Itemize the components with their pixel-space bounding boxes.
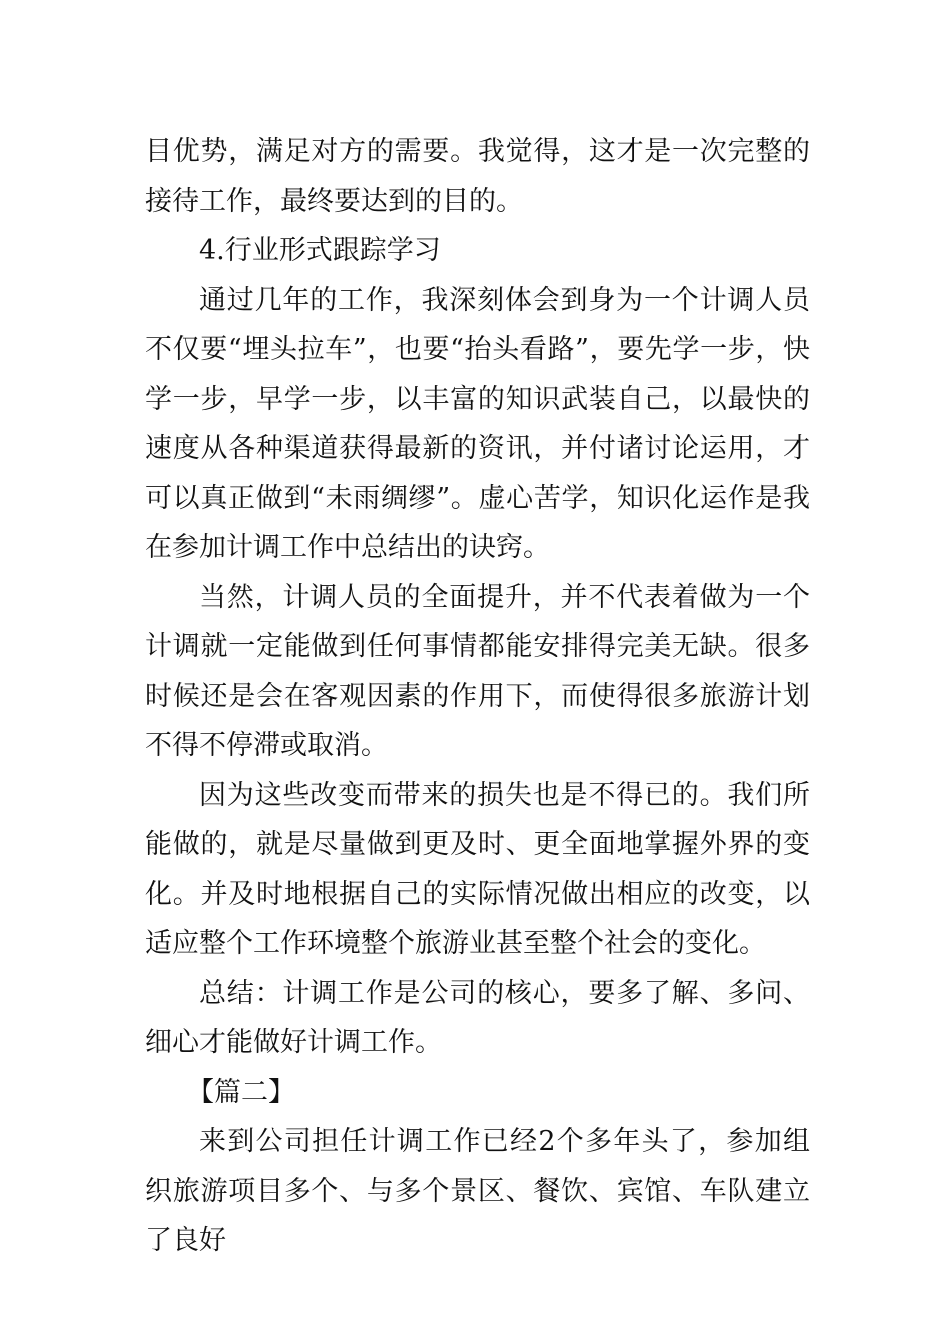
paragraph-limitations: 当然，计调人员的全面提升，并不代表着做为一个计调就一定能做到任何事情都能安排得完美无缺。很多时候还是会在客观因素的作用下，而使得很多旅游计划不得不停滞或取消。	[145, 581, 810, 761]
paragraph-continuation: 目优势，满足对方的需要。我觉得，这才是一次完整的接待工作，最终要达到的目的。	[145, 136, 810, 217]
section-heading-4: 4.行业形式跟踪学习	[199, 235, 441, 266]
paragraph-summary: 总结：计调工作是公司的核心，要多了解、多问、细心才能做好计调工作。	[145, 977, 810, 1058]
paragraph-part-two-intro: 来到公司担任计调工作已经2个多年头了，参加组织旅游项目多个、与多个景区、餐饮、宾馆、车队建立了良好	[145, 1126, 810, 1256]
document-body	[145, 127, 810, 1266]
paragraph-learning: 通过几年的工作，我深刻体会到身为一个计调人员不仅要“埋头拉车”，也要“抬头看路”，要先学一步，快学一步，早学一步，以丰富的知识武装自己，以最快的速度从各种渠道获得最新的资讯，并付诸讨论运用，才可以真正做到“未雨绸缪”。虚心苦学，知识化运作是我在参加计调工作中总结出的诀窍。	[145, 284, 810, 563]
paragraph-adaptation: 因为这些改变而带来的损失也是不得已的。我们所能做的，就是尽量做到更及时、更全面地掌握外界的变化。并及时地根据自己的实际情况做出相应的改变，以适应整个工作环境整个旅游业甚至整个社会的变化。	[145, 779, 810, 959]
section-title-part-two: 【篇二】	[187, 1076, 295, 1108]
